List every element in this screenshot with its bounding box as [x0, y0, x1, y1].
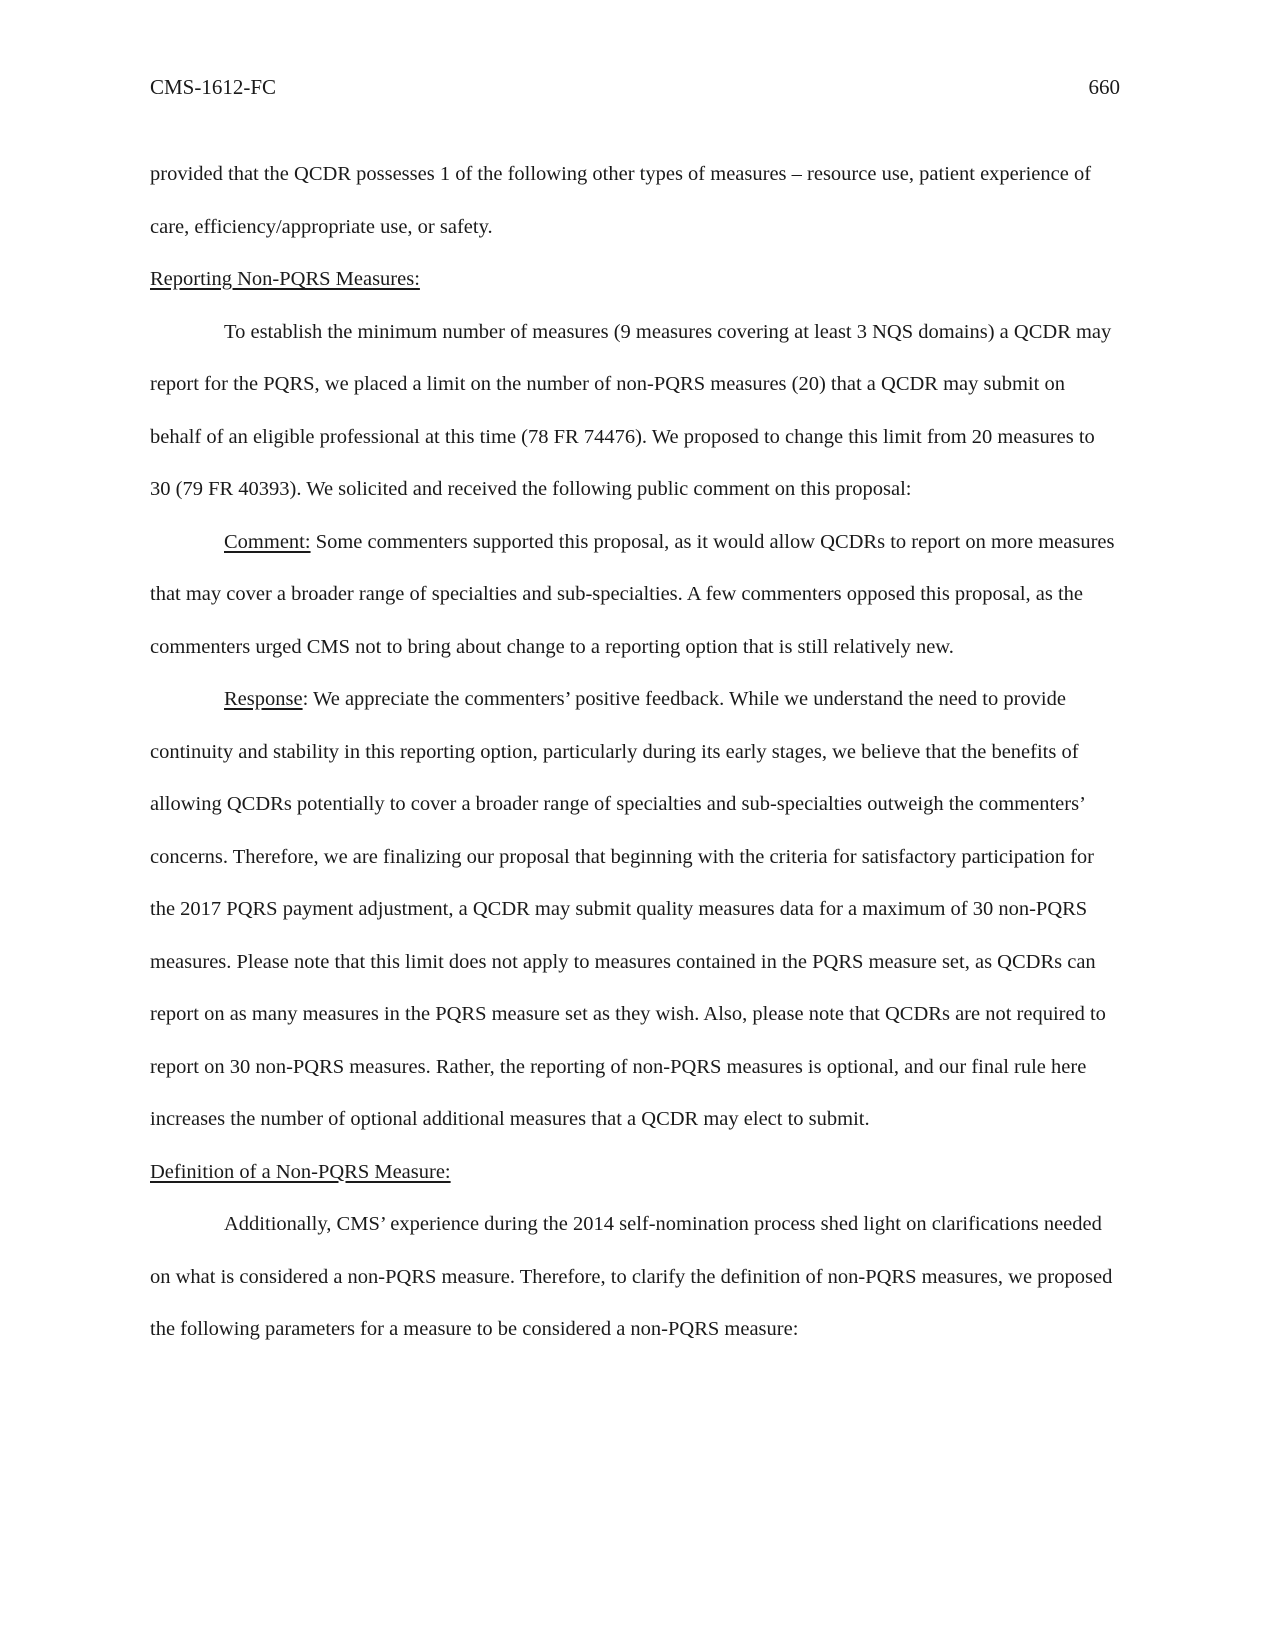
page-number: 660 — [1088, 75, 1120, 99]
document-body — [150, 148, 1120, 1356]
response-text: : We appreciate the commenters’ positive feedback. While we understand the need to provide continuity and stability in this reporting option, particularly during its early stages, we believe that the benefits of allowing QCDRs potentially to cover a broader range of specialties and sub-specialties outweigh the commenters’ concerns. Therefore, we are finalizing our proposal that beginning with the criteria for satisfactory participation for the 2017 PQRS payment adjustment, a QCDR may submit quality measures data for a maximum of 30 non-PQRS measures. Please note that this limit does not apply to measures contained in the PQRS measure set, as QCDRs can report on as many measures in the PQRS measure set as they wish. Also, please note that QCDRs are not required to report on 30 non-PQRS measures. Rather, the reporting of non-PQRS measures is optional, and our final rule here increases the number of optional additional measures that a QCDR may elect to submit. — [150, 688, 1106, 1130]
response-label: Response — [224, 688, 303, 710]
section-heading-definition — [150, 1146, 1120, 1199]
paragraph-definition: Additionally, CMS’ experience during the 2014 self-nomination process shed light on clarifications needed on what is considered a non-PQRS measure. Therefore, to clarify the definition of non-PQRS measures, we proposed the following parameters for a measure to be considered a non-PQRS measure: — [150, 1213, 1113, 1340]
section-heading-definition-text: Definition of a Non-PQRS Measure: — [150, 1160, 451, 1183]
paragraph-limit: To establish the minimum number of measures (9 measures covering at least 3 NQS domains) a QCDR may report for the PQRS, we placed a limit on the number of non-PQRS measures (20) that a QCDR may submit on behalf of an eligible professional at this time (78 FR 74476). We proposed to change this limit from 20 measures to 30 (79 FR 40393). We solicited and received the following public comment on this proposal: — [150, 320, 1112, 500]
paragraph-response — [150, 673, 1120, 1146]
document-id: CMS-1612-FC — [150, 75, 277, 99]
comment-text: Some commenters supported this proposal, as it would allow QCDRs to report on more measures that may cover a broader range of specialties and sub-specialties. A few commenters opposed this proposal, as the commenters urged CMS not to bring about change to a reporting option that is still relatively new. — [150, 530, 1115, 658]
section-heading-reporting — [150, 253, 1120, 306]
paragraph-comment — [150, 516, 1120, 674]
page-header — [150, 72, 1120, 102]
paragraph-continuation: provided that the QCDR possesses 1 of the following other types of measures – resource use, patient experience of care, efficiency/appropriate use, or safety. — [150, 163, 1092, 238]
comment-label: Comment: — [224, 530, 311, 553]
section-heading-reporting-text: Reporting Non-PQRS Measures: — [150, 268, 420, 290]
